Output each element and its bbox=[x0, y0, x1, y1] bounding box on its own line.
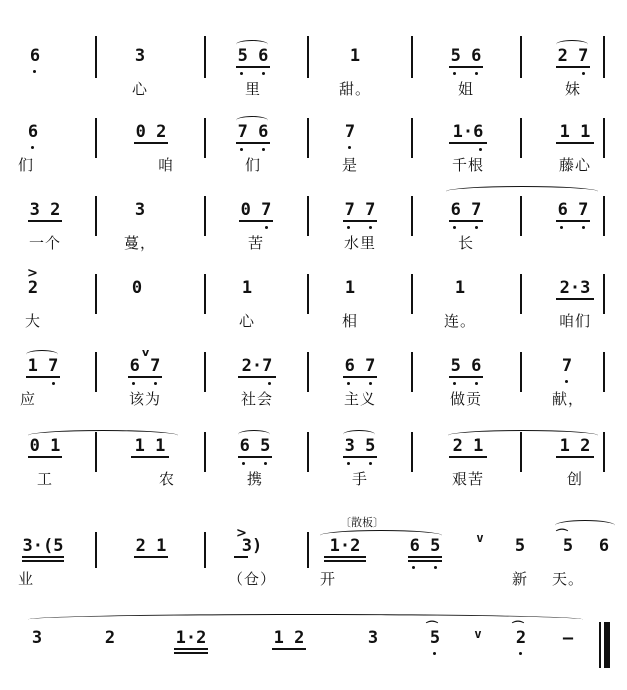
underline bbox=[236, 66, 270, 68]
underline bbox=[449, 66, 483, 68]
measure-4 bbox=[335, 262, 365, 342]
measure-6 bbox=[550, 262, 600, 342]
final-barline-thick bbox=[604, 622, 610, 668]
score-system-1 bbox=[0, 30, 627, 110]
notation: 1 bbox=[349, 46, 361, 66]
barline bbox=[520, 196, 522, 236]
notation: 0 7 bbox=[240, 200, 272, 220]
barline bbox=[204, 432, 206, 472]
barline bbox=[95, 196, 97, 236]
notation: 7 7 bbox=[344, 200, 376, 220]
underline bbox=[556, 66, 590, 68]
notation: 2 1 bbox=[452, 436, 484, 456]
note-3 bbox=[168, 600, 214, 690]
octave-dot bbox=[268, 382, 271, 385]
barline bbox=[603, 432, 605, 472]
notation: 5 bbox=[429, 628, 441, 648]
measure-5 bbox=[443, 30, 489, 110]
lyric: 创 bbox=[566, 470, 583, 488]
underline bbox=[408, 556, 442, 558]
underline bbox=[272, 648, 306, 650]
barline bbox=[204, 36, 206, 78]
accent-mark: > bbox=[236, 526, 247, 541]
measure-6 bbox=[505, 506, 535, 596]
lyric: 天。 bbox=[551, 570, 584, 588]
lyric: 咱 bbox=[157, 156, 174, 174]
lyric: 工 bbox=[36, 470, 53, 488]
lyric: 新 bbox=[511, 570, 528, 588]
note-4 bbox=[266, 600, 312, 690]
accent-mark: > bbox=[27, 266, 38, 281]
barline bbox=[95, 36, 97, 78]
barline bbox=[603, 274, 605, 314]
measure-5 bbox=[443, 340, 489, 420]
underline bbox=[449, 220, 483, 222]
underline bbox=[28, 456, 62, 458]
barline bbox=[204, 118, 206, 158]
octave-dot bbox=[519, 652, 522, 655]
notation: 3) bbox=[241, 536, 263, 556]
measure-5 bbox=[443, 106, 493, 186]
underline bbox=[239, 220, 273, 222]
notation: 2 bbox=[104, 628, 116, 648]
underline bbox=[408, 560, 442, 562]
note-7 bbox=[506, 600, 536, 690]
barline bbox=[520, 118, 522, 158]
measure-4 bbox=[335, 30, 375, 110]
lyric: 千根 bbox=[451, 156, 484, 174]
octave-dot bbox=[265, 226, 268, 229]
lyric: 水里 bbox=[343, 234, 376, 252]
measure-5 bbox=[443, 184, 489, 264]
notation: 7 bbox=[561, 356, 573, 376]
barline bbox=[603, 352, 605, 392]
breath-mark bbox=[468, 600, 488, 690]
octave-dot bbox=[582, 226, 585, 229]
octave-dot bbox=[242, 462, 245, 465]
notation: 6 5 bbox=[239, 436, 271, 456]
octave-dot bbox=[475, 226, 478, 229]
lyric: 开 bbox=[320, 570, 337, 588]
barline bbox=[204, 196, 206, 236]
underline bbox=[134, 556, 168, 558]
lyric: 们 bbox=[244, 156, 261, 174]
barline bbox=[307, 352, 309, 392]
measure-1 bbox=[18, 106, 48, 186]
lyric: 献， bbox=[552, 390, 585, 408]
measure-2 bbox=[125, 30, 155, 110]
notation: 5 bbox=[562, 536, 574, 556]
barline bbox=[520, 36, 522, 78]
barline bbox=[307, 196, 309, 236]
barline bbox=[411, 352, 413, 392]
fermata-icon: ⌒ bbox=[512, 620, 525, 634]
underline bbox=[324, 556, 366, 558]
octave-dot bbox=[132, 382, 135, 385]
notation: 2·7 bbox=[241, 356, 273, 376]
barline bbox=[95, 274, 97, 314]
score-system-2 bbox=[0, 106, 627, 186]
notation: 3 2 bbox=[29, 200, 61, 220]
notation: 5 6 bbox=[237, 46, 269, 66]
octave-dot bbox=[412, 566, 415, 569]
notation: 3·(5 bbox=[22, 536, 64, 556]
underline bbox=[134, 142, 168, 144]
underline bbox=[234, 556, 248, 558]
lyric: 该为 bbox=[128, 390, 161, 408]
note-1 bbox=[22, 600, 52, 690]
barline bbox=[411, 432, 413, 472]
notation: 3 bbox=[367, 628, 379, 648]
underline bbox=[174, 652, 208, 654]
lyric: 里 bbox=[244, 80, 261, 98]
barline bbox=[411, 274, 413, 314]
octave-dot bbox=[369, 382, 372, 385]
notation: 1·2 bbox=[329, 536, 361, 556]
barline bbox=[95, 118, 97, 158]
underline bbox=[26, 376, 60, 378]
underline bbox=[174, 648, 208, 650]
lyric: 社会 bbox=[240, 390, 273, 408]
score-system-5 bbox=[0, 340, 627, 420]
lyric: 甜。 bbox=[338, 80, 371, 98]
notation: 3 5 bbox=[344, 436, 376, 456]
measure-2 bbox=[128, 506, 174, 596]
measure-3 bbox=[232, 262, 262, 342]
barline bbox=[204, 352, 206, 392]
measure-4 bbox=[337, 420, 383, 500]
octave-dot bbox=[453, 72, 456, 75]
underline bbox=[236, 142, 270, 144]
barline bbox=[307, 432, 309, 472]
notation: 6 bbox=[598, 536, 610, 556]
notation: 3 bbox=[134, 200, 146, 220]
notation: 0 2 bbox=[135, 122, 167, 142]
barline bbox=[204, 274, 206, 314]
octave-dot bbox=[479, 148, 482, 151]
octave-dot bbox=[347, 462, 350, 465]
notation: 1 bbox=[454, 278, 466, 298]
octave-dot bbox=[369, 226, 372, 229]
measure-3 bbox=[230, 30, 276, 110]
measure-2 bbox=[125, 420, 175, 500]
underline bbox=[556, 298, 594, 300]
notation: 1·2 bbox=[175, 628, 207, 648]
barline bbox=[307, 36, 309, 78]
measure-1 bbox=[22, 184, 68, 264]
notation: 6 bbox=[29, 46, 41, 66]
lyric: 主义 bbox=[343, 390, 376, 408]
note-6 bbox=[420, 600, 450, 690]
octave-dot bbox=[33, 70, 36, 73]
barline bbox=[603, 118, 605, 158]
lyric: 藤心 bbox=[558, 156, 591, 174]
measure-3 bbox=[233, 184, 279, 264]
octave-dot bbox=[369, 462, 372, 465]
barline bbox=[204, 532, 206, 568]
measure-1 bbox=[20, 30, 50, 110]
measure-6 bbox=[550, 30, 596, 110]
measure-7 bbox=[548, 506, 588, 596]
lyric: 携 bbox=[246, 470, 263, 488]
notation: 2 7 bbox=[557, 46, 589, 66]
measure-1 bbox=[20, 340, 66, 420]
lyric: 心 bbox=[238, 312, 255, 330]
measure-6 bbox=[552, 340, 585, 420]
lyric: 妹 bbox=[564, 80, 581, 98]
underline bbox=[128, 376, 162, 378]
notation: 6 7 bbox=[557, 200, 589, 220]
barline bbox=[307, 274, 309, 314]
lyric: 农 bbox=[158, 470, 175, 488]
measure-4 bbox=[337, 184, 383, 264]
lyric: 应 bbox=[20, 390, 37, 408]
notation: 2 bbox=[27, 278, 39, 298]
score-system-3 bbox=[0, 184, 627, 264]
notation: 5 6 bbox=[450, 46, 482, 66]
measure-5 bbox=[402, 506, 448, 596]
notation: 7 bbox=[344, 122, 356, 142]
barline bbox=[411, 196, 413, 236]
fermata-icon: ⌒ bbox=[426, 620, 439, 634]
lyric: 相 bbox=[341, 312, 358, 330]
measure-3 bbox=[232, 420, 278, 500]
octave-dot bbox=[453, 382, 456, 385]
lyric: 艰苦 bbox=[451, 470, 484, 488]
lyric: 姐 bbox=[457, 80, 474, 98]
underline bbox=[556, 142, 594, 144]
octave-dot bbox=[52, 382, 55, 385]
notation: — bbox=[562, 628, 574, 648]
measure-2 bbox=[122, 340, 168, 420]
notation: 1 1 bbox=[134, 436, 166, 456]
notation: 6 bbox=[27, 122, 39, 142]
notation: 6 7 bbox=[450, 200, 482, 220]
octave-dot bbox=[453, 226, 456, 229]
extension-dash bbox=[550, 600, 586, 690]
octave-dot bbox=[240, 148, 243, 151]
barline bbox=[520, 352, 522, 392]
lyric: 连。 bbox=[443, 312, 476, 330]
octave-dot bbox=[434, 566, 437, 569]
measure-8 bbox=[592, 506, 616, 596]
octave-dot bbox=[154, 382, 157, 385]
measure-6 bbox=[550, 106, 600, 186]
measure-2 bbox=[128, 106, 174, 186]
measure-1 bbox=[18, 262, 48, 342]
breath-mark bbox=[470, 506, 490, 596]
octave-dot bbox=[262, 72, 265, 75]
octave-dot bbox=[347, 226, 350, 229]
underline bbox=[449, 142, 487, 144]
score-system-4 bbox=[0, 262, 627, 342]
lyric: 蔓， bbox=[123, 234, 156, 252]
barline bbox=[307, 118, 309, 158]
barline bbox=[95, 352, 97, 392]
octave-dot bbox=[475, 72, 478, 75]
octave-dot bbox=[264, 462, 267, 465]
barline bbox=[411, 118, 413, 158]
lyric: （仓） bbox=[227, 570, 276, 588]
lyric: 业 bbox=[18, 570, 35, 588]
underline bbox=[22, 556, 64, 558]
notation: 1 2 bbox=[273, 628, 305, 648]
underline bbox=[556, 220, 590, 222]
notation: 1 7 bbox=[27, 356, 59, 376]
underline bbox=[324, 560, 366, 562]
measure-3 bbox=[230, 106, 276, 186]
notation: v bbox=[476, 531, 484, 545]
octave-dot bbox=[348, 146, 351, 149]
lyric: 是 bbox=[341, 156, 358, 174]
lyric: 咱们 bbox=[558, 312, 591, 330]
notation: 6 5 bbox=[409, 536, 441, 556]
score-system-7 bbox=[0, 506, 627, 596]
tempo-marking: 〔散板〕 bbox=[340, 516, 384, 529]
lyric: 长 bbox=[457, 234, 474, 252]
underline bbox=[131, 456, 169, 458]
notation: 1 1 bbox=[559, 122, 591, 142]
barline bbox=[411, 36, 413, 78]
note-5 bbox=[358, 600, 388, 690]
notation: 1·6 bbox=[452, 122, 484, 142]
measure-3 bbox=[232, 340, 282, 420]
measure-3 bbox=[222, 506, 282, 596]
lyric: 做贡 bbox=[449, 390, 482, 408]
notation: 2 1 bbox=[135, 536, 167, 556]
measure-1 bbox=[22, 420, 68, 500]
measure-4 bbox=[320, 506, 370, 596]
notation: 1 bbox=[344, 278, 356, 298]
octave-dot bbox=[475, 382, 478, 385]
underline bbox=[238, 456, 272, 458]
lyric: 手 bbox=[351, 470, 368, 488]
lyric: 心 bbox=[131, 80, 148, 98]
octave-dot bbox=[565, 380, 568, 383]
underline bbox=[343, 220, 377, 222]
notation: 2·3 bbox=[559, 278, 591, 298]
measure-2 bbox=[122, 262, 152, 342]
measure-2 bbox=[120, 184, 160, 264]
underline bbox=[449, 376, 483, 378]
barline bbox=[520, 274, 522, 314]
lyric: 苦 bbox=[247, 234, 264, 252]
score-system-8 bbox=[0, 600, 627, 690]
measure-4 bbox=[335, 106, 365, 186]
note-2 bbox=[95, 600, 125, 690]
underline bbox=[238, 376, 276, 378]
notation: 3 bbox=[134, 46, 146, 66]
octave-dot bbox=[433, 652, 436, 655]
measure-5 bbox=[443, 420, 493, 500]
notation: 3 bbox=[31, 628, 43, 648]
notation: v bbox=[474, 627, 482, 641]
notation: 1 bbox=[241, 278, 253, 298]
measure-4 bbox=[337, 340, 383, 420]
notation: 0 bbox=[131, 278, 143, 298]
lyric: 们 bbox=[18, 156, 35, 174]
notation: 5 bbox=[514, 536, 526, 556]
underline bbox=[449, 456, 487, 458]
underline bbox=[343, 376, 377, 378]
octave-dot bbox=[31, 146, 34, 149]
barline bbox=[603, 36, 605, 78]
lyric: 一个 bbox=[28, 234, 61, 252]
octave-dot bbox=[582, 72, 585, 75]
measure-1 bbox=[18, 506, 68, 596]
octave-dot bbox=[560, 226, 563, 229]
notation: 6 7 bbox=[129, 356, 161, 376]
octave-dot bbox=[240, 72, 243, 75]
notation: 7 6 bbox=[237, 122, 269, 142]
barline bbox=[307, 532, 309, 568]
underline bbox=[28, 220, 62, 222]
barline bbox=[95, 532, 97, 568]
score-system-6 bbox=[0, 420, 627, 500]
notation: 5 6 bbox=[450, 356, 482, 376]
lyric: 大 bbox=[24, 312, 41, 330]
breath-mark: v bbox=[142, 346, 150, 359]
measure-5 bbox=[440, 262, 480, 342]
underline bbox=[556, 456, 594, 458]
octave-dot bbox=[347, 382, 350, 385]
underline bbox=[343, 456, 377, 458]
barline bbox=[603, 196, 605, 236]
notation: 6 7 bbox=[344, 356, 376, 376]
notation: 0 1 bbox=[29, 436, 61, 456]
underline bbox=[22, 560, 64, 562]
measure-6 bbox=[550, 420, 600, 500]
notation: 2 bbox=[515, 628, 527, 648]
final-barline-thin bbox=[599, 622, 601, 668]
octave-dot bbox=[262, 148, 265, 151]
fermata-icon: ⌒ bbox=[556, 528, 569, 542]
measure-6 bbox=[550, 184, 596, 264]
notation: 1 2 bbox=[559, 436, 591, 456]
